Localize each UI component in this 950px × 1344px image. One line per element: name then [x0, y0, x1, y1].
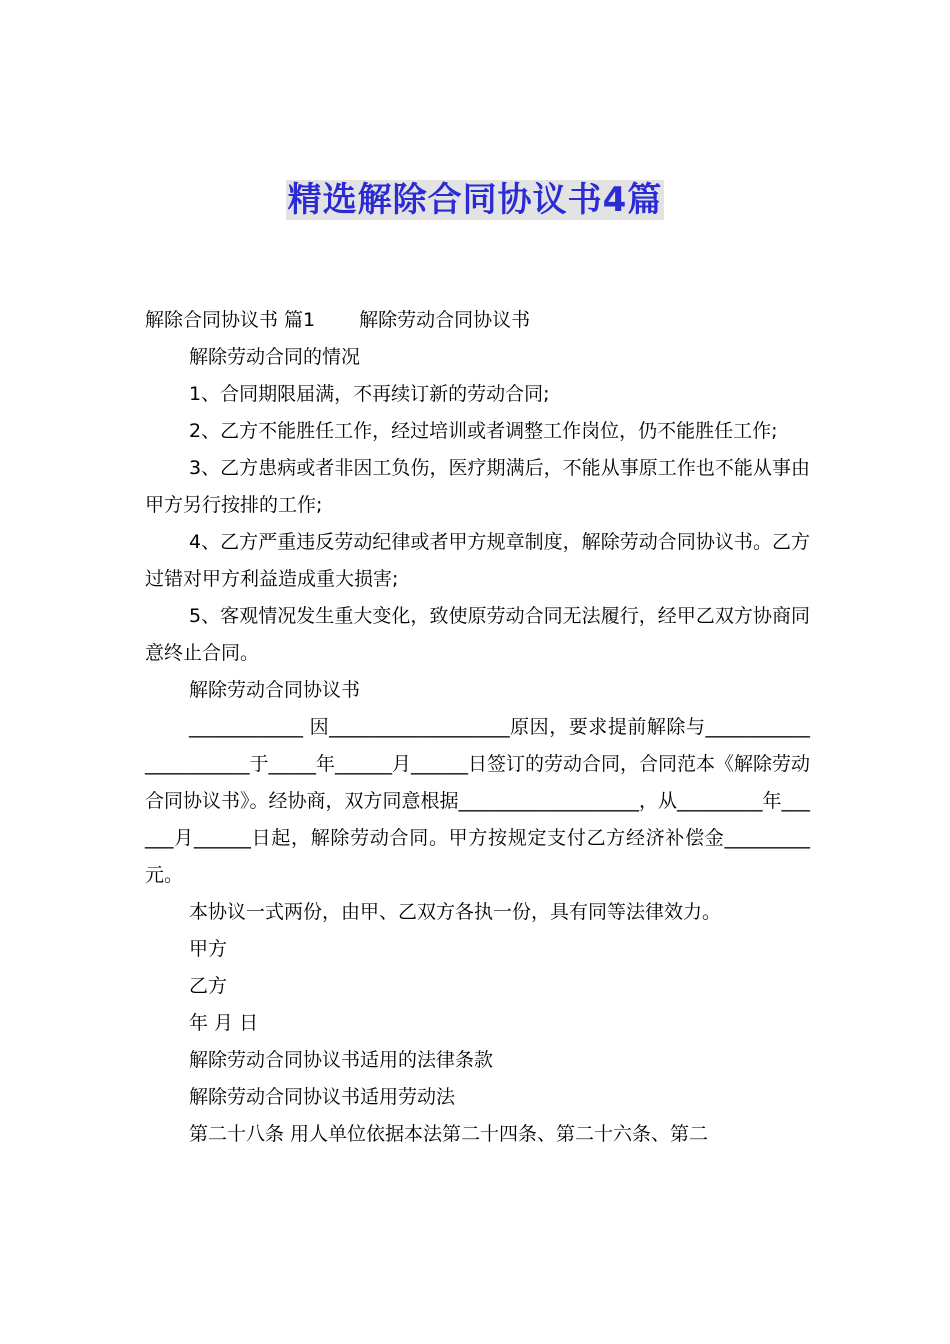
first-line: [145, 302, 810, 339]
paragraph: 2、乙方不能胜任工作，经过培训或者调整工作岗位，仍不能胜任工作;: [189, 420, 778, 442]
paragraph: 解除劳动合同协议书适用的法律条款: [189, 1049, 494, 1071]
paragraph: 3、乙方患病或者非因工负伤，医疗期满后，不能从事原工作也不能从事由甲方另行按排的工作;: [145, 457, 810, 516]
agreement-form-paragraph: ____________ 因___________________原因，要求提前解除与______________________于_____年______月______日签订的劳动合同，合同范本《解除劳动合同协议书》。经协商，双方同意根据___________________，从_________年______月______日起，解除劳动合同。甲方按规定支付乙方经济补偿金_________元。: [145, 716, 811, 886]
section-heading: 解除合同协议书 篇1: [145, 309, 316, 331]
paragraph: 解除劳动合同的情况: [189, 346, 361, 368]
party-a-label: 甲方: [189, 938, 228, 960]
paragraph: 第二十八条 用人单位依据本法第二十四条、第二十六条、第二: [189, 1123, 709, 1145]
document-body: [145, 302, 810, 1153]
party-b-label: 乙方: [189, 975, 228, 997]
section-subheading: 解除劳动合同协议书: [359, 309, 531, 331]
paragraph: 解除劳动合同协议书适用劳动法: [189, 1086, 456, 1108]
date-line: 年 月 日: [189, 1012, 259, 1034]
paragraph: 本协议一式两份，由甲、乙双方各执一份，具有同等法律效力。: [189, 901, 722, 923]
paragraph: 解除劳动合同协议书: [189, 679, 361, 701]
document-title-text: 精选解除合同协议书4篇: [287, 180, 663, 220]
paragraph: 1、合同期限届满，不再续订新的劳动合同;: [189, 383, 550, 405]
paragraph: 4、乙方严重违反劳动纪律或者甲方规章制度，解除劳动合同协议书。乙方过错对甲方利益造成重大损害;: [145, 531, 810, 590]
document-title: [0, 176, 950, 224]
paragraph: 5、客观情况发生重大变化，致使原劳动合同无法履行，经甲乙双方协商同意终止合同。: [145, 605, 810, 664]
